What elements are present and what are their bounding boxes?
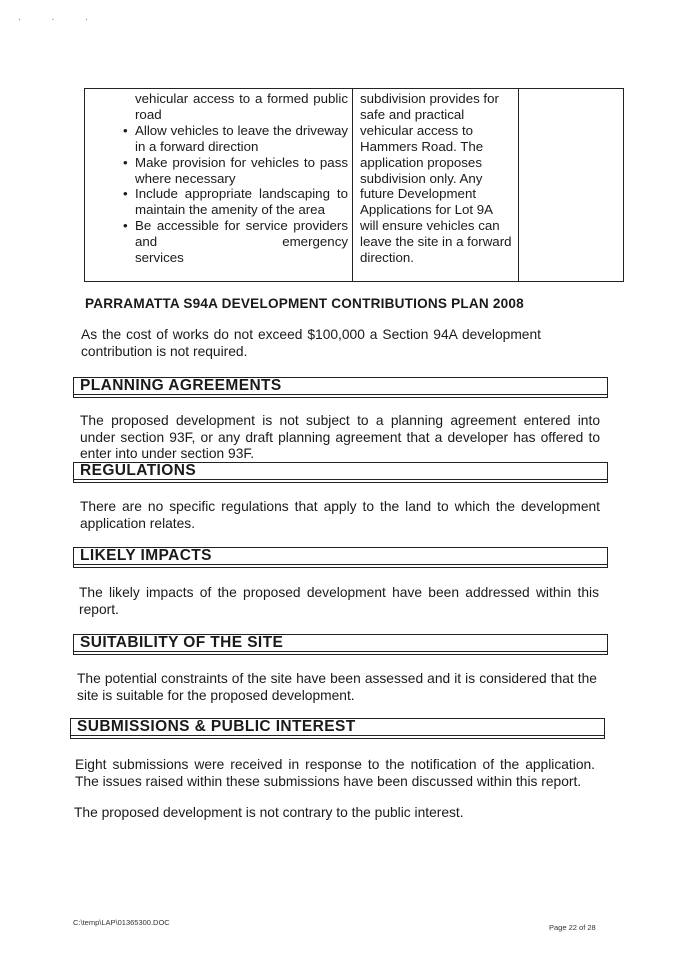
likely-impacts-heading: LIKELY IMPACTS <box>80 547 212 564</box>
assessment-table-continuation <box>84 88 624 282</box>
regulations-heading: REGULATIONS <box>80 462 197 479</box>
suitability-body: The potential constraints of the site have been assessed and it is considered that the site is suitable for the proposed development. <box>77 671 597 703</box>
likely-impacts-body: The likely impacts of the proposed development have been addressed within this report. <box>79 585 599 617</box>
submissions-body: Eight submissions were received in response to the notification of the application. The issues raised within these submissions have been discussed within this report. <box>75 757 595 789</box>
footer-page-number: Page 22 of 28 <box>549 923 596 932</box>
s94a-body: As the cost of works do not exceed $100,000 a Section 94A development contribution is not required. <box>81 327 541 359</box>
submissions-heading: SUBMISSIONS & PUBLIC INTEREST <box>77 718 356 735</box>
compliance-column <box>519 89 623 281</box>
comment-column: subdivision provides for safe and practical vehicular access to Hammers Road. The application proposes subdivision only. Any future Development Applications for Lot 9A will ensure vehicles can leave the site in a forward direction. <box>353 89 519 281</box>
bullet-item-text: Be accessible for service providers and emergency <box>135 218 348 250</box>
regulations-heading-box <box>73 462 608 483</box>
s94a-heading: PARRAMATTA S94A DEVELOPMENT CONTRIBUTIONS PLAN 2008 <box>85 296 524 311</box>
table-lead-text: vehicular access to a formed public road <box>135 91 348 122</box>
footer-file-path: C:\temp\LAP\01365300.DOC <box>73 918 170 927</box>
planning-agreements-heading-box <box>73 377 608 398</box>
suitability-heading-box <box>73 634 608 655</box>
planning-agreements-body: The proposed development is not subject to a planning agreement entered into under section 93F, or any draft planning agreement that a developer has offered to enter into under section 93F. <box>80 413 600 461</box>
likely-impacts-heading-box <box>73 547 608 568</box>
public-interest-body: The proposed development is not contrary to the public interest. <box>74 805 464 820</box>
regulations-body: There are no specific regulations that apply to the land to which the development application relates. <box>80 499 600 531</box>
bullet-item: • Make provision for vehicles to pass where necessary <box>123 155 348 187</box>
bullet-item: • Allow vehicles to leave the driveway in a forward direction <box>123 123 348 155</box>
controls-column <box>85 89 353 281</box>
bullet-item: • Include appropriate landscaping to maintain the amenity of the area <box>123 186 348 218</box>
submissions-heading-box <box>70 718 605 739</box>
bullet-item-tail: services <box>135 250 184 266</box>
suitability-heading: SUITABILITY OF THE SITE <box>80 634 284 651</box>
scan-marks: . . . <box>18 12 102 23</box>
bullet-item-last <box>123 218 348 266</box>
planning-agreements-heading: PLANNING AGREEMENTS <box>80 377 282 394</box>
